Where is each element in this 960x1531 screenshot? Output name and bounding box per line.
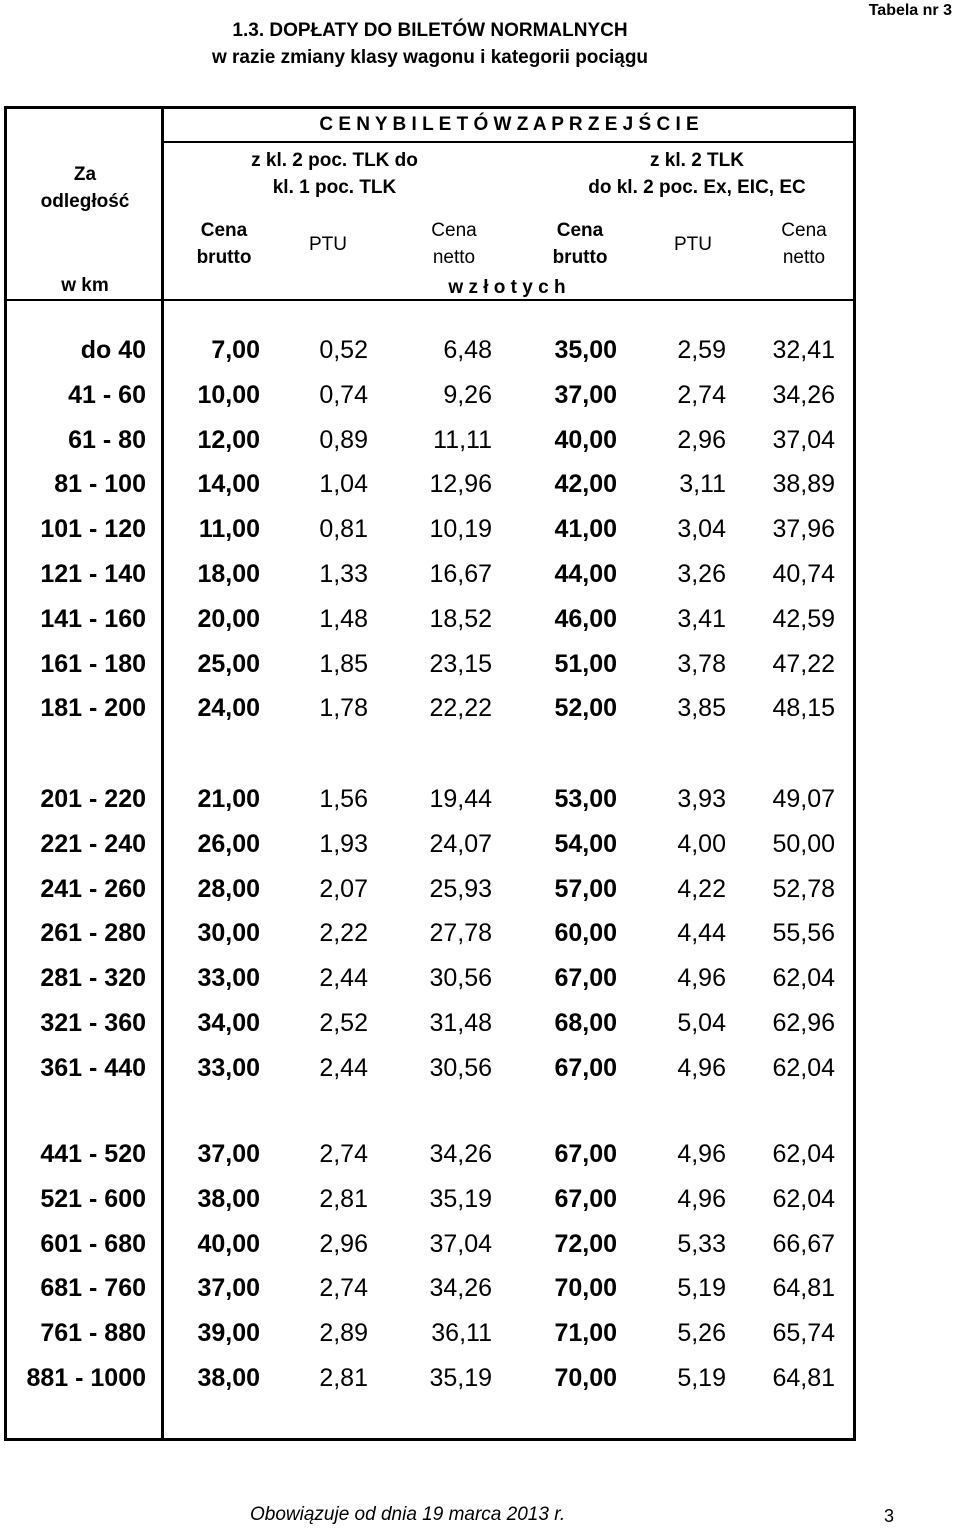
price-cell: 46,00 [554,604,617,633]
price-cell: 38,00 [197,1364,260,1392]
distance-cell: 121 - 140 [40,560,146,588]
price-cell: 3,78 [677,649,726,678]
price-cell: 38,00 [197,1184,260,1213]
table-row [0,822,960,866]
price-cell: 5,19 [677,1274,726,1303]
price-cell: 3,04 [677,515,726,544]
price-cell: 50,00 [772,829,835,858]
price-cell: 62,04 [772,1184,835,1213]
price-cell: 33,00 [197,964,260,993]
price-cell: 5,04 [677,1009,726,1037]
distance-cell: 881 - 1000 [26,1364,146,1392]
price-cell: 2,52 [319,1009,368,1037]
price-cell: 4,22 [677,874,726,903]
price-cell: 3,26 [677,560,726,588]
distance-cell: 681 - 760 [40,1274,146,1303]
price-cell: 70,00 [554,1274,617,1303]
table-row [0,1132,960,1176]
price-cell: 67,00 [554,1053,617,1082]
price-cell: 23,15 [429,649,492,678]
price-cell: 3,41 [677,604,726,633]
price-cell: 30,00 [197,919,260,948]
price-cell: 2,96 [319,1229,368,1258]
distance-cell: 761 - 880 [40,1319,146,1348]
price-cell: 49,07 [772,785,835,813]
effective-date: Obowiązuje od dnia 19 marca 2013 r. [250,1504,566,1525]
price-cell: 11,00 [198,515,260,544]
distance-cell: 101 - 120 [40,515,146,544]
table-row [0,328,960,372]
price-cell: 20,00 [197,604,260,633]
price-cell: 39,00 [197,1319,260,1348]
distance-cell: 321 - 360 [40,1009,146,1037]
price-cell: 3,85 [677,694,726,723]
price-cell: 37,04 [429,1229,492,1258]
distance-cell: 181 - 200 [40,694,146,723]
price-cell: 10,00 [197,380,260,409]
page-title: 1.3. DOPŁATY DO BILETÓW NORMALNYCH [232,20,628,41]
price-cell: 5,26 [677,1319,726,1348]
price-cell: 2,44 [319,1053,368,1082]
price-cell: 71,00 [554,1319,617,1348]
price-cell: 48,15 [772,694,835,723]
table-row [0,597,960,641]
price-cell: 4,96 [677,1053,726,1082]
price-cell: 3,93 [677,785,726,813]
price-cell: 5,33 [677,1229,726,1258]
price-cell: 70,00 [554,1364,617,1392]
price-cell: 2,74 [319,1140,368,1168]
distance-unit: w km [61,275,109,296]
page-number: 3 [884,1506,895,1526]
price-cell: 53,00 [554,785,617,813]
price-cell: 30,56 [429,1053,492,1082]
price-cell: 34,26 [429,1274,492,1303]
table-row [0,777,960,821]
price-cell: 67,00 [554,964,617,993]
price-cell: 67,00 [554,1140,617,1168]
price-cell: 37,04 [772,425,835,454]
price-cell: 1,93 [319,829,368,858]
price-cell: 16,67 [429,560,492,588]
price-cell: 64,81 [772,1364,835,1392]
price-cell: 11,11 [433,425,492,454]
price-cell: 68,00 [554,1009,617,1037]
price-cell: 37,96 [772,515,835,544]
price-cell: 1,78 [319,694,368,723]
price-cell: 25,00 [197,649,260,678]
price-cell: 12,96 [429,470,492,499]
price-cell: 57,00 [554,874,617,903]
price-cell: 2,81 [319,1364,368,1392]
price-cell: 19,44 [429,785,492,813]
price-cell: 37,00 [197,1274,260,1303]
price-cell: 66,67 [772,1229,835,1258]
distance-cell: do 40 [80,336,146,364]
currency-header: w z ł o t y c h [448,277,566,298]
table-row [0,1046,960,1090]
page-subtitle: w razie zmiany klasy wagonu i kategorii pociągu [211,47,649,68]
price-cell: 6,48 [443,336,492,364]
price-cell: 32,41 [772,336,835,364]
distance-cell: 361 - 440 [40,1053,146,1082]
table-row [0,1177,960,1221]
distance-cell: 81 - 100 [54,470,146,499]
price-cell: 3,11 [679,470,726,499]
price-cell: 4,96 [677,1184,726,1213]
price-cell: 40,00 [554,425,617,454]
price-cell: 52,78 [772,874,835,903]
price-cell: 5,19 [677,1364,726,1392]
group2-netto-header: Cena netto [781,220,827,268]
group2-header: z kl. 2 TLK do kl. 2 poc. Ex, EIC, EC [588,150,806,198]
price-cell: 12,00 [197,425,260,454]
header-rule-top [161,141,853,143]
price-cell: 35,00 [554,336,617,364]
price-cell: 2,44 [319,964,368,993]
price-cell: 24,07 [429,829,492,858]
price-cell: 1,56 [319,785,368,813]
distance-cell: 521 - 600 [40,1184,146,1213]
group1-ptu-header: PTU [309,234,347,255]
price-cell: 62,96 [772,1009,835,1037]
price-cell: 41,00 [554,515,617,544]
price-cell: 30,56 [429,964,492,993]
price-cell: 0,52 [319,336,368,364]
price-cell: 36,11 [431,1319,492,1348]
price-cell: 26,00 [197,829,260,858]
price-cell: 18,00 [197,560,260,588]
price-cell: 4,96 [677,1140,726,1168]
price-cell: 34,26 [429,1140,492,1168]
distance-cell: 601 - 680 [40,1229,146,1258]
table-row [0,462,960,506]
group1-header: z kl. 2 poc. TLK do kl. 1 poc. TLK [251,150,418,198]
price-cell: 2,96 [677,425,726,454]
price-cell: 14,00 [197,470,260,499]
distance-cell: 441 - 520 [40,1140,146,1168]
distance-cell: 281 - 320 [40,964,146,993]
price-cell: 2,81 [319,1184,368,1213]
table-number: Tabela nr 3 [868,2,952,19]
price-cell: 9,26 [443,380,492,409]
price-cell: 52,00 [554,694,617,723]
price-cell: 1,33 [319,560,368,588]
price-cell: 47,22 [772,649,835,678]
price-cell: 42,59 [772,604,835,633]
price-cell: 35,19 [429,1364,492,1392]
price-cell: 64,81 [772,1274,835,1303]
distance-cell: 201 - 220 [40,785,146,813]
price-cell: 24,00 [197,694,260,723]
price-cell: 0,89 [319,425,368,454]
price-cell: 35,19 [429,1184,492,1213]
group1-netto-header: Cena netto [431,220,477,268]
price-cell: 31,48 [429,1009,492,1037]
distance-cell: 241 - 260 [40,874,146,903]
price-cell: 62,04 [772,1140,835,1168]
price-cell: 60,00 [554,919,617,948]
price-cell: 27,78 [429,919,492,948]
header-rule-bottom [7,299,853,301]
price-cell: 44,00 [554,560,617,588]
distance-cell: 141 - 160 [40,604,146,633]
table-row [0,1356,960,1400]
price-cell: 67,00 [554,1184,617,1213]
price-cell: 1,48 [319,604,368,633]
price-cell: 2,07 [319,874,368,903]
group1-brutto-header: Cena brutto [196,220,252,268]
price-cell: 4,00 [677,829,726,858]
price-cell: 2,74 [319,1274,368,1303]
price-cell: 62,04 [772,964,835,993]
table-row [0,911,960,955]
price-cell: 55,56 [772,919,835,948]
price-cell: 54,00 [554,829,617,858]
price-cell: 62,04 [772,1053,835,1082]
price-cell: 1,04 [319,470,368,499]
price-cell: 4,96 [677,964,726,993]
price-cell: 2,89 [319,1319,368,1348]
price-cell: 34,26 [772,380,835,409]
distance-cell: 61 - 80 [68,425,146,454]
price-cell: 21,00 [197,785,260,813]
table-row [0,1311,960,1355]
distance-cell: 161 - 180 [40,649,146,678]
distance-cell: 41 - 60 [68,380,146,409]
table-row [0,1222,960,1266]
table-row [0,373,960,417]
price-cell: 42,00 [554,470,617,499]
price-cell: 18,52 [429,604,492,633]
table-row [0,418,960,462]
price-cell: 0,74 [319,380,368,409]
price-cell: 25,93 [429,874,492,903]
prices-title: C E N Y B I L E T Ó W Z A P R Z E J Ś C I E [319,114,699,135]
price-cell: 2,74 [677,380,726,409]
group2-brutto-header: Cena brutto [552,220,608,268]
price-cell: 28,00 [197,874,260,903]
table-row [0,1266,960,1310]
price-cell: 51,00 [554,649,617,678]
distance-header: Za odległość [40,164,130,212]
table-row [0,686,960,730]
price-cell: 65,74 [772,1319,835,1348]
price-cell: 0,81 [319,515,368,544]
price-cell: 34,00 [197,1009,260,1037]
price-cell: 40,00 [197,1229,260,1258]
price-cell: 4,44 [677,919,726,948]
price-cell: 72,00 [554,1229,617,1258]
distance-cell: 261 - 280 [40,919,146,948]
price-cell: 1,85 [319,649,368,678]
table-row [0,642,960,686]
table-row [0,1001,960,1045]
price-cell: 37,00 [197,1140,260,1168]
table-row [0,552,960,596]
table-row [0,956,960,1000]
price-cell: 10,19 [429,515,492,544]
price-cell: 7,00 [211,336,260,364]
distance-cell: 221 - 240 [40,829,146,858]
price-cell: 33,00 [197,1053,260,1082]
table-row [0,507,960,551]
price-cell: 37,00 [554,380,617,409]
group2-ptu-header: PTU [674,234,712,255]
table-row [0,867,960,911]
price-cell: 40,74 [772,560,835,588]
price-cell: 2,22 [319,919,368,948]
price-cell: 22,22 [429,694,492,723]
price-cell: 2,59 [677,336,726,364]
price-cell: 38,89 [772,470,835,499]
